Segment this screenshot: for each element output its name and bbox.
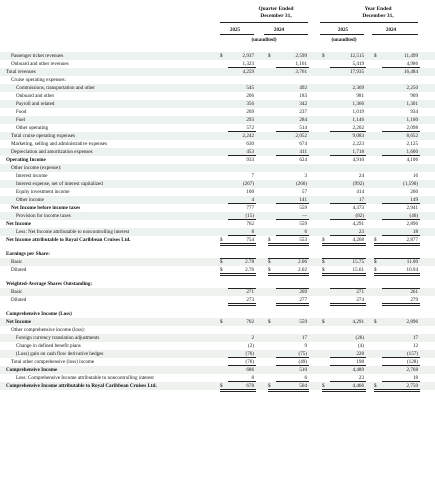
row-value: (1,590) bbox=[403, 181, 418, 187]
row-value: 23 bbox=[358, 229, 364, 235]
year-header-rule bbox=[320, 22, 418, 23]
row-value: 909 bbox=[410, 93, 418, 99]
row-value: 1,366 bbox=[352, 101, 364, 107]
row-label: Payroll and related bbox=[16, 101, 55, 107]
row-value: 237 bbox=[299, 109, 307, 115]
row-value: 141 bbox=[299, 197, 307, 203]
currency-symbol: $ bbox=[268, 259, 271, 265]
row-value: 342 bbox=[299, 101, 307, 107]
row-value: 261 bbox=[410, 289, 418, 295]
row-value: 762 bbox=[246, 319, 254, 325]
table-row bbox=[0, 382, 435, 390]
row-value: 762 bbox=[246, 221, 254, 227]
row-label: Interest income bbox=[16, 173, 48, 179]
row-value: 4,291 bbox=[352, 319, 364, 325]
row-value: — bbox=[301, 213, 307, 219]
row-value: 2.02 bbox=[298, 267, 307, 273]
row-value: 559 bbox=[299, 221, 307, 227]
row-value: 2,202 bbox=[352, 125, 364, 131]
table-row bbox=[0, 76, 435, 84]
row-label: Net Income before income taxes bbox=[11, 205, 81, 211]
row-label: Onboard and other bbox=[16, 93, 55, 99]
row-value: 269 bbox=[299, 289, 307, 295]
row-value: 260 bbox=[410, 189, 418, 195]
row-value: 4,466 bbox=[352, 383, 364, 389]
row-value: 559 bbox=[299, 319, 307, 325]
currency-symbol: $ bbox=[374, 237, 377, 243]
row-value: 934 bbox=[410, 109, 418, 115]
year-unaudited-note: (unaudited) bbox=[331, 38, 357, 43]
table-row bbox=[0, 374, 435, 382]
row-label: Fuel bbox=[16, 117, 26, 123]
row-value: 453 bbox=[246, 149, 254, 155]
rule-top bbox=[374, 258, 420, 259]
row-value: 6 bbox=[304, 375, 307, 381]
year-col-y2025: 2025 bbox=[337, 27, 349, 33]
table-row bbox=[0, 342, 435, 350]
table-row bbox=[0, 280, 435, 288]
row-label: Depreciation and amortization expenses bbox=[11, 149, 93, 155]
row-value: 149 bbox=[410, 197, 418, 203]
year-rule-y2024 bbox=[372, 34, 418, 35]
table-row bbox=[0, 60, 435, 68]
table-row bbox=[0, 100, 435, 108]
row-value: 1,160 bbox=[406, 117, 418, 123]
table-row bbox=[0, 148, 435, 156]
row-label: Basic bbox=[11, 289, 23, 295]
table-row bbox=[0, 84, 435, 92]
row-label: Total other comprehensive (loss) income bbox=[11, 359, 95, 365]
row-value: 1,323 bbox=[242, 61, 254, 67]
table-row bbox=[0, 250, 435, 258]
row-value: 933 bbox=[246, 157, 254, 163]
row-value: (15) bbox=[245, 213, 254, 219]
rule-top bbox=[330, 288, 366, 289]
row-value: 12,515 bbox=[349, 53, 364, 59]
row-value: 2,223 bbox=[352, 141, 364, 147]
rule-top bbox=[228, 288, 256, 289]
row-value: 1,600 bbox=[406, 149, 418, 155]
row-value: 2,750 bbox=[406, 383, 418, 389]
row-value: 504 bbox=[299, 383, 307, 389]
currency-symbol: $ bbox=[322, 53, 325, 59]
row-value: 16,484 bbox=[403, 69, 418, 75]
currency-symbol: $ bbox=[374, 319, 377, 325]
row-value: 277 bbox=[299, 297, 307, 303]
table-row bbox=[0, 180, 435, 188]
row-value: 15.61 bbox=[352, 267, 364, 273]
row-value: 2,098 bbox=[406, 125, 418, 131]
table-row bbox=[0, 318, 435, 326]
table-row bbox=[0, 296, 435, 304]
table-row bbox=[0, 156, 435, 164]
row-value: 3,761 bbox=[295, 69, 307, 75]
currency-symbol: $ bbox=[220, 237, 223, 243]
row-value: (46) bbox=[409, 213, 418, 219]
currency-symbol: $ bbox=[374, 259, 377, 265]
row-value: 15.75 bbox=[352, 259, 364, 265]
currency-symbol: $ bbox=[374, 267, 377, 273]
row-label: Marketing, selling and administrative expenses bbox=[11, 141, 108, 147]
row-value: 2,941 bbox=[406, 205, 418, 211]
table-row bbox=[0, 204, 435, 212]
year-col-q2025: 2025 bbox=[229, 27, 241, 33]
row-value: 17 bbox=[358, 197, 364, 203]
row-label: Food bbox=[16, 109, 27, 115]
row-value: 2 bbox=[251, 335, 254, 341]
rule-top bbox=[322, 258, 366, 259]
row-value: 674 bbox=[299, 141, 307, 147]
row-value: (157) bbox=[406, 351, 418, 357]
row-label: Comprehensive Income attributable to Royal Caribbean Cruises Ltd. bbox=[6, 383, 157, 389]
row-value: 2,125 bbox=[406, 141, 418, 147]
rule-top bbox=[268, 258, 309, 259]
row-value: 514 bbox=[299, 125, 307, 131]
row-value: 411 bbox=[299, 149, 307, 155]
row-value: 572 bbox=[246, 125, 254, 131]
row-value: 18 bbox=[412, 375, 418, 381]
row-value: 12 bbox=[412, 343, 418, 349]
row-value: 183 bbox=[299, 93, 307, 99]
currency-symbol: $ bbox=[268, 319, 271, 325]
row-value: 2,250 bbox=[406, 85, 418, 91]
row-value: 7 bbox=[251, 173, 254, 179]
rule-double bbox=[268, 389, 309, 393]
row-label: Diluted bbox=[11, 297, 27, 303]
row-label: Basic bbox=[11, 259, 23, 265]
table-row bbox=[0, 164, 435, 172]
row-label: Net Income bbox=[6, 319, 32, 325]
quarter-date-label: December 31, bbox=[260, 13, 292, 19]
row-value: 17,935 bbox=[349, 69, 364, 75]
row-value: 754 bbox=[246, 237, 254, 243]
row-value: 273 bbox=[246, 297, 254, 303]
row-value: 981 bbox=[356, 93, 364, 99]
row-value: 8,652 bbox=[406, 133, 418, 139]
row-value: 24 bbox=[358, 173, 364, 179]
row-value: 2,937 bbox=[242, 53, 254, 59]
year-col-y2024: 2024 bbox=[385, 27, 397, 33]
row-label: Other operating bbox=[16, 125, 49, 131]
row-value: 4,291 bbox=[352, 221, 364, 227]
row-value: 686 bbox=[246, 367, 254, 373]
table-row bbox=[0, 196, 435, 204]
row-value: 279 bbox=[410, 297, 418, 303]
row-value: (76) bbox=[245, 359, 254, 365]
row-value: 545 bbox=[246, 85, 254, 91]
row-label: Diluted bbox=[11, 267, 27, 273]
rule-double bbox=[220, 389, 256, 393]
year-rule-q2024 bbox=[264, 34, 308, 35]
row-label: Net Income attributable to Royal Caribbean Cruises Ltd. bbox=[6, 237, 131, 243]
row-value: 11.00 bbox=[406, 259, 418, 265]
row-value: 4 bbox=[251, 197, 254, 203]
currency-symbol: $ bbox=[374, 53, 377, 59]
row-value: 1,718 bbox=[352, 149, 364, 155]
row-value: 228 bbox=[356, 351, 364, 357]
row-value: 2,599 bbox=[295, 53, 307, 59]
table-row bbox=[0, 116, 435, 124]
table-row bbox=[0, 228, 435, 236]
row-value: 630 bbox=[246, 141, 254, 147]
table-row bbox=[0, 288, 435, 296]
currency-symbol: $ bbox=[322, 259, 325, 265]
row-value: 274 bbox=[356, 297, 364, 303]
currency-symbol: $ bbox=[322, 237, 325, 243]
table-row bbox=[0, 266, 435, 274]
row-label: Total cruise operating expenses bbox=[11, 133, 75, 139]
table-row bbox=[0, 334, 435, 342]
row-value: (49) bbox=[298, 359, 307, 365]
row-value: (266) bbox=[295, 181, 307, 187]
row-label: Earnings per Share: bbox=[6, 251, 50, 257]
currency-symbol: $ bbox=[220, 319, 223, 325]
row-label: Comprehensive Income bbox=[6, 367, 58, 373]
row-value: 4,259 bbox=[242, 69, 254, 75]
year-date-label: December 31, bbox=[362, 13, 394, 19]
row-value: 1,161 bbox=[295, 61, 307, 67]
row-value: 8 bbox=[251, 229, 254, 235]
row-label: Other income bbox=[16, 197, 44, 203]
rule-double bbox=[322, 389, 366, 393]
row-value: 2.06 bbox=[298, 259, 307, 265]
row-value: 4,986 bbox=[406, 61, 418, 67]
row-value: 269 bbox=[246, 109, 254, 115]
currency-symbol: $ bbox=[268, 383, 271, 389]
year-ended-label: Year Ended bbox=[364, 6, 392, 12]
row-label: Other income (expense): bbox=[11, 165, 62, 171]
row-value: (75) bbox=[298, 351, 307, 357]
currency-symbol: $ bbox=[268, 267, 271, 273]
rule-double bbox=[374, 389, 420, 393]
table-row bbox=[0, 350, 435, 358]
row-label: Equity investment income bbox=[16, 189, 70, 195]
table-row bbox=[0, 310, 435, 318]
row-value: 2,768 bbox=[406, 367, 418, 373]
row-value: 2,896 bbox=[406, 319, 418, 325]
row-label: Operating Income bbox=[6, 157, 46, 163]
quarter-unaudited-note: (unaudited) bbox=[251, 38, 277, 43]
row-value: 2,369 bbox=[352, 85, 364, 91]
currency-symbol: $ bbox=[220, 383, 223, 389]
currency-symbol: $ bbox=[268, 53, 271, 59]
currency-symbol: $ bbox=[268, 237, 271, 243]
row-value: 57 bbox=[301, 189, 307, 195]
table-row bbox=[0, 132, 435, 140]
quarter-header-rule bbox=[220, 22, 308, 23]
year-ended-header bbox=[338, 6, 418, 20]
rule-top bbox=[220, 258, 256, 259]
row-value: 100 bbox=[246, 189, 254, 195]
row-value: 271 bbox=[246, 289, 254, 295]
row-value: 2,877 bbox=[406, 237, 418, 243]
row-value: 206 bbox=[246, 93, 254, 99]
row-value: (82) bbox=[355, 213, 364, 219]
year-rule-y2025 bbox=[320, 34, 364, 35]
row-label: Other comprehensive income (loss): bbox=[11, 327, 85, 333]
row-value: 4,910 bbox=[352, 157, 364, 163]
row-label: Change in defined benefit plans bbox=[16, 343, 81, 349]
row-label: Less: Net Income attributable to noncontrolling interest bbox=[16, 229, 130, 235]
row-value: 198 bbox=[356, 359, 364, 365]
currency-symbol: $ bbox=[220, 259, 223, 265]
row-value: 11,499 bbox=[404, 53, 418, 59]
row-label: Onboard and other revenues bbox=[11, 61, 69, 67]
row-value: 23 bbox=[358, 375, 364, 381]
row-value: 9 bbox=[304, 343, 307, 349]
row-value: (128) bbox=[406, 359, 418, 365]
row-value: 492 bbox=[299, 85, 307, 91]
row-value: (2) bbox=[248, 343, 254, 349]
row-value: 284 bbox=[299, 117, 307, 123]
table-row bbox=[0, 172, 435, 180]
row-value: 414 bbox=[356, 189, 364, 195]
row-value: 2,052 bbox=[295, 133, 307, 139]
row-value: 2.78 bbox=[245, 259, 254, 265]
row-value: 271 bbox=[356, 289, 364, 295]
table-row bbox=[0, 108, 435, 116]
row-value: 9,083 bbox=[352, 133, 364, 139]
table-row bbox=[0, 68, 435, 76]
row-value: 4,268 bbox=[352, 237, 364, 243]
rule-top bbox=[276, 288, 309, 289]
row-value: 5,419 bbox=[352, 61, 364, 67]
row-value: 17 bbox=[301, 335, 307, 341]
row-value: 777 bbox=[246, 205, 254, 211]
row-value: 2.76 bbox=[245, 267, 254, 273]
table-row bbox=[0, 52, 435, 60]
row-value: 624 bbox=[299, 157, 307, 163]
row-value: 4,373 bbox=[352, 205, 364, 211]
row-label: Provision for income taxes bbox=[16, 213, 71, 219]
row-label: Comprehensive Income (Loss) bbox=[6, 311, 72, 317]
row-value: 18 bbox=[412, 229, 418, 235]
table-row bbox=[0, 258, 435, 266]
row-value: 356 bbox=[246, 101, 254, 107]
year-rule-q2025 bbox=[220, 34, 254, 35]
table-row bbox=[0, 220, 435, 228]
table-row bbox=[0, 188, 435, 196]
row-value: 4,489 bbox=[352, 367, 364, 373]
row-value: 510 bbox=[299, 367, 307, 373]
year-col-q2024: 2024 bbox=[273, 27, 285, 33]
row-value: 1,146 bbox=[352, 117, 364, 123]
row-value: 678 bbox=[246, 383, 254, 389]
table-row bbox=[0, 236, 435, 244]
table-row bbox=[0, 124, 435, 132]
table-row bbox=[0, 92, 435, 100]
currency-symbol: $ bbox=[220, 53, 223, 59]
quarter-ended-label: Quarter Ended bbox=[258, 6, 294, 12]
currency-symbol: $ bbox=[322, 319, 325, 325]
row-value: (26) bbox=[355, 335, 364, 341]
row-value: 1,019 bbox=[352, 109, 364, 115]
row-label: Foreign currency translation adjustments bbox=[16, 335, 100, 341]
currency-symbol: $ bbox=[220, 267, 223, 273]
row-label: Total revenues bbox=[6, 69, 36, 75]
row-value: 1,301 bbox=[406, 101, 418, 107]
row-value: 2,242 bbox=[242, 133, 254, 139]
row-label: Net Income bbox=[6, 221, 32, 227]
row-value: (4) bbox=[358, 343, 364, 349]
row-value: (992) bbox=[352, 181, 364, 187]
rule-top bbox=[382, 288, 420, 289]
row-value: 4,106 bbox=[406, 157, 418, 163]
row-label: Weighted-Average Shares Outstanding: bbox=[6, 281, 93, 287]
currency-symbol: $ bbox=[374, 383, 377, 389]
table-row bbox=[0, 366, 435, 374]
row-label: Passenger ticket revenues bbox=[11, 53, 64, 59]
table-row bbox=[0, 326, 435, 334]
table-row bbox=[0, 358, 435, 366]
row-label: Less: Comprehensive Income attributable to noncontrolling interest bbox=[16, 375, 154, 381]
row-value: 2,896 bbox=[406, 221, 418, 227]
row-value: 559 bbox=[299, 205, 307, 211]
row-value: 17 bbox=[412, 335, 418, 341]
row-value: 8 bbox=[251, 375, 254, 381]
table-row bbox=[0, 212, 435, 220]
row-value: 553 bbox=[299, 237, 307, 243]
row-label: Commissions, transportation and other bbox=[16, 85, 95, 91]
row-label: (Loss) gain on cash flow derivative hedges bbox=[16, 351, 104, 357]
row-value: (267) bbox=[242, 181, 254, 187]
quarter-ended-header bbox=[236, 6, 316, 20]
currency-symbol: $ bbox=[322, 267, 325, 273]
currency-symbol: $ bbox=[322, 383, 325, 389]
row-value: 293 bbox=[246, 117, 254, 123]
row-value: 16 bbox=[412, 173, 418, 179]
row-label: Interest expense, net of interest capitalized bbox=[16, 181, 103, 187]
row-value: 3 bbox=[304, 173, 307, 179]
row-value: (76) bbox=[245, 351, 254, 357]
row-label: Cruise operating expenses: bbox=[11, 77, 66, 83]
row-value: 6 bbox=[304, 229, 307, 235]
row-value: 10.94 bbox=[406, 267, 418, 273]
table-row bbox=[0, 140, 435, 148]
